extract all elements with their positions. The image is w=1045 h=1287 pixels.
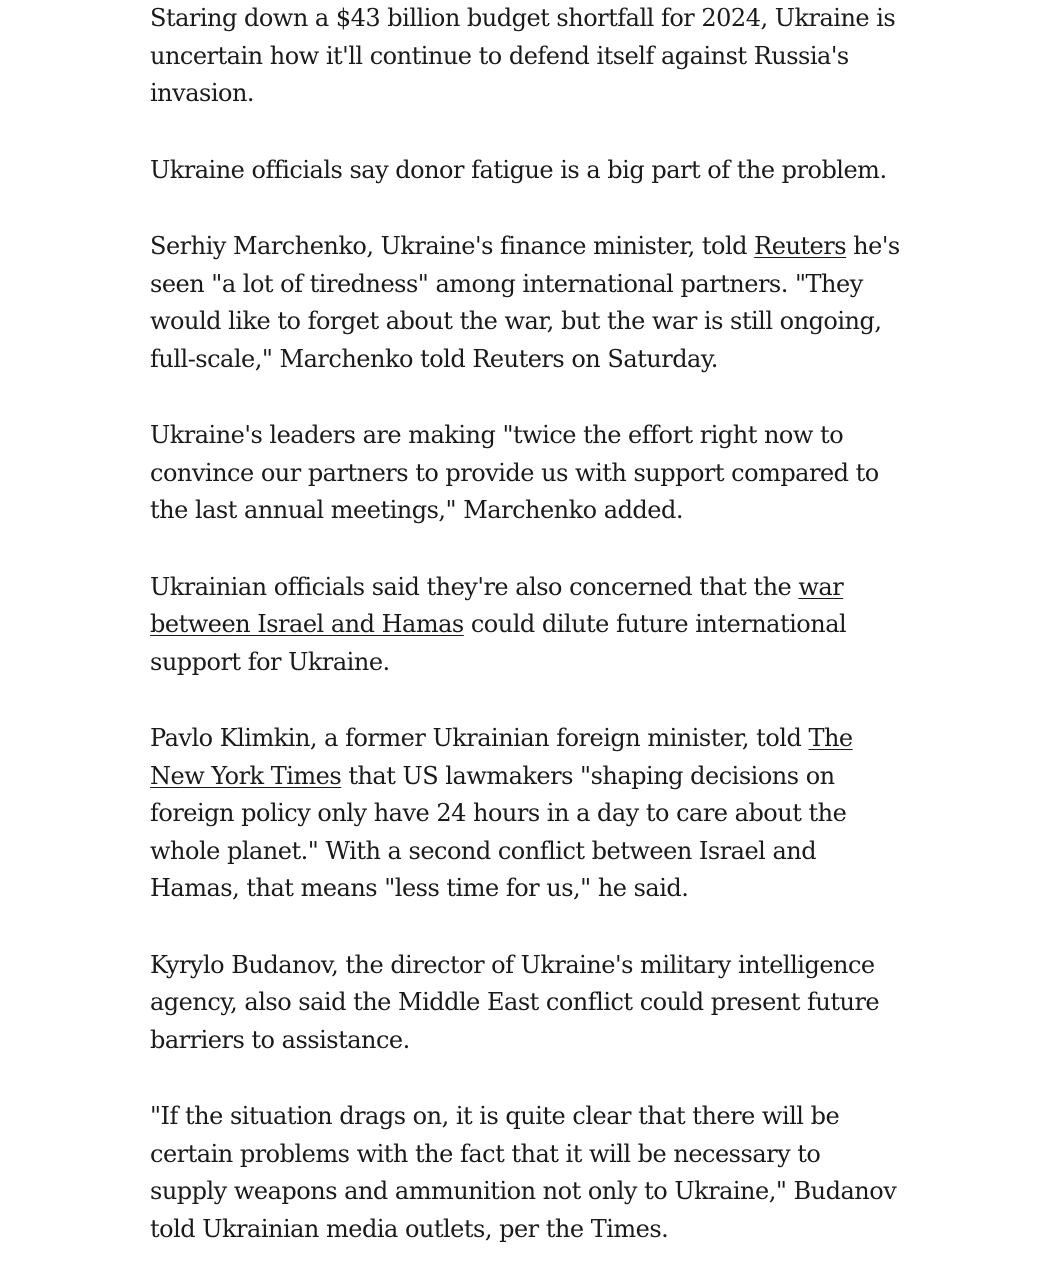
paragraph-text: he's seen "a lot of tiredness" among international partners. "They would like to forget about the war, but the war is still ongoing, full-scale," Marchenko told Reuters on Saturday.: [150, 232, 900, 373]
paragraph-text: Staring down a $43 billion budget shortfall for 2024, Ukraine is uncertain how it'll continue to defend itself against Russia's invasion.: [150, 4, 896, 107]
israel-hamas-war-link[interactable]: war between Israel and Hamas: [150, 572, 844, 638]
paragraph-text: Ukrainian officials said they're also concerned that the: [150, 572, 799, 601]
paragraph-text: that US lawmakers "shaping decisions on foreign policy only have 24 hours in a day to care about the whole planet." With a second conflict between Israel and Hamas, that means "less time for us," he said.: [150, 761, 847, 902]
reuters-link[interactable]: Reuters: [754, 232, 847, 260]
paragraph-text: Pavlo Klimkin, a former Ukrainian foreign minister, told: [150, 724, 809, 752]
paragraph: [150, 417, 902, 530]
paragraph-text: Serhiy Marchenko, Ukraine's finance minister, told: [150, 232, 755, 260]
paragraph: [150, 152, 902, 190]
paragraph: [150, 947, 902, 1060]
new-york-times-link[interactable]: The New York Times: [150, 724, 853, 790]
paragraph-text: could dilute future international support for Ukraine.: [150, 610, 847, 676]
article-body: [150, 0, 902, 1287]
paragraph: [150, 1098, 902, 1248]
paragraph: [150, 228, 902, 378]
paragraph-text: Ukraine's leaders are making "twice the effort right now to convince our partners to provide us with support compared to the last annual meetings," Marchenko added.: [150, 421, 879, 524]
paragraph: [150, 0, 902, 113]
paragraph-text: Ukraine officials say donor fatigue is a big part of the problem.: [150, 155, 887, 184]
paragraph: [150, 720, 902, 908]
paragraph-text: "If the situation drags on, it is quite clear that there will be certain problems with the fact that it will be necessary to supply weapons and ammunition not only to Ukraine," Budanov told Ukrainian media outlets, per the Times.: [150, 1102, 897, 1243]
paragraph-text: Kyrylo Budanov, the director of Ukraine's military intelligence agency, also said the Middle East conflict could present future barriers to assistance.: [150, 950, 880, 1054]
paragraph: [150, 569, 902, 682]
